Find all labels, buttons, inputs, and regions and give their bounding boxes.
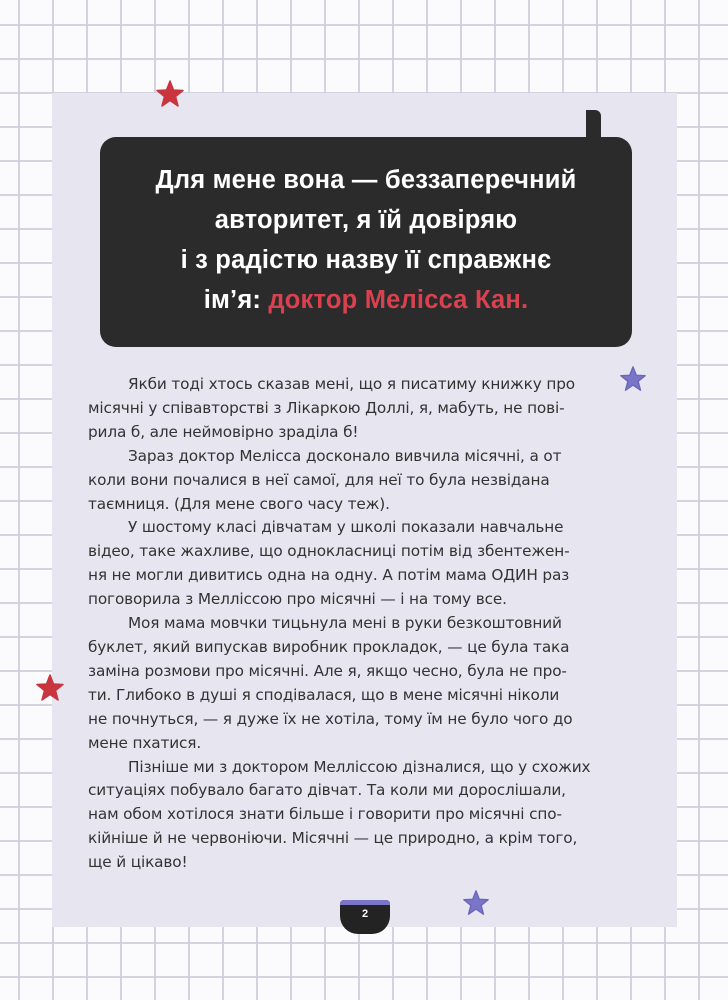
body-line: ще й цікаво! (88, 853, 188, 872)
body-line: Зараз доктор Мелісса досконало вивчила місячні, а от (128, 446, 562, 465)
quote-line-4-prefix: ім’я: (203, 286, 269, 314)
quote-highlight-name: доктор Мелісса Кан. (268, 286, 529, 314)
page-number: 2 (361, 908, 369, 920)
body-line: мене пхатися. (88, 733, 202, 752)
red-star-icon (35, 673, 65, 703)
body-line: кійніше й не червоніючи. Місячні — це природно, а крім того, (88, 829, 578, 848)
body-line: Якби тоді хтось сказав мені, що я писатиму книжку про (128, 375, 575, 393)
body-line: відео, таке жахливе, що однокласниці потім від збентежен- (88, 542, 570, 561)
body-line: Пізніше ми з доктором Мелліссою дізналися, що у схожих (128, 757, 591, 776)
body-line: ня не могли дивитись одна на одну. А потім мама ОДИН раз (88, 566, 570, 585)
body-line: рила б, але неймовірно зраділа б! (88, 422, 359, 441)
purple-star-icon (462, 889, 490, 917)
page-number-badge (340, 900, 390, 934)
body-line: ситуаціях побувало багато дівчат. Та коли ми дорослішали, (88, 781, 566, 800)
quote-line-2: авторитет, я їй довіряю (214, 206, 518, 234)
body-line: У шостому класі дівчатам у школі показали навчальне (128, 518, 564, 537)
body-text (88, 373, 648, 875)
quote-line-3: і з радістю назву її справжнє (180, 246, 552, 274)
red-star-icon (155, 79, 185, 109)
body-line: поговорила з Мелліссою про місячні — і на тому все. (88, 590, 507, 609)
quote-line-1: Для мене вона — беззаперечний (155, 166, 577, 194)
speech-bubble-tail (586, 110, 601, 144)
body-line: Моя мама мовчки тицьнула мені в руки безкоштовний (128, 614, 562, 633)
body-line: таємниця. (Для мене свого часу теж). (88, 494, 390, 513)
body-line: заміна розмови про місячні. Але я, якщо чесно, була не про- (88, 661, 567, 680)
body-line: місячні у співавторстві з Лікаркою Доллі, я, мабуть, не пові- (88, 398, 565, 417)
body-line: ти. Глибоко в душі я сподівалася, що в мене місячні ніколи (88, 685, 560, 704)
body-line: коли вони почалися в неї самої, для неї то була незвідана (88, 470, 550, 489)
quote-line-4 (100, 280, 632, 320)
body-line: не почнуться, — я дуже їх не хотіла, тому їм не було чого до (88, 709, 573, 728)
body-line: нам обом хотілося знати більше і говорити про місячні спо- (88, 805, 562, 824)
purple-star-icon (619, 365, 647, 393)
pull-quote (100, 160, 632, 320)
body-line: буклет, який випускав виробник прокладок, — це була така (88, 637, 570, 656)
